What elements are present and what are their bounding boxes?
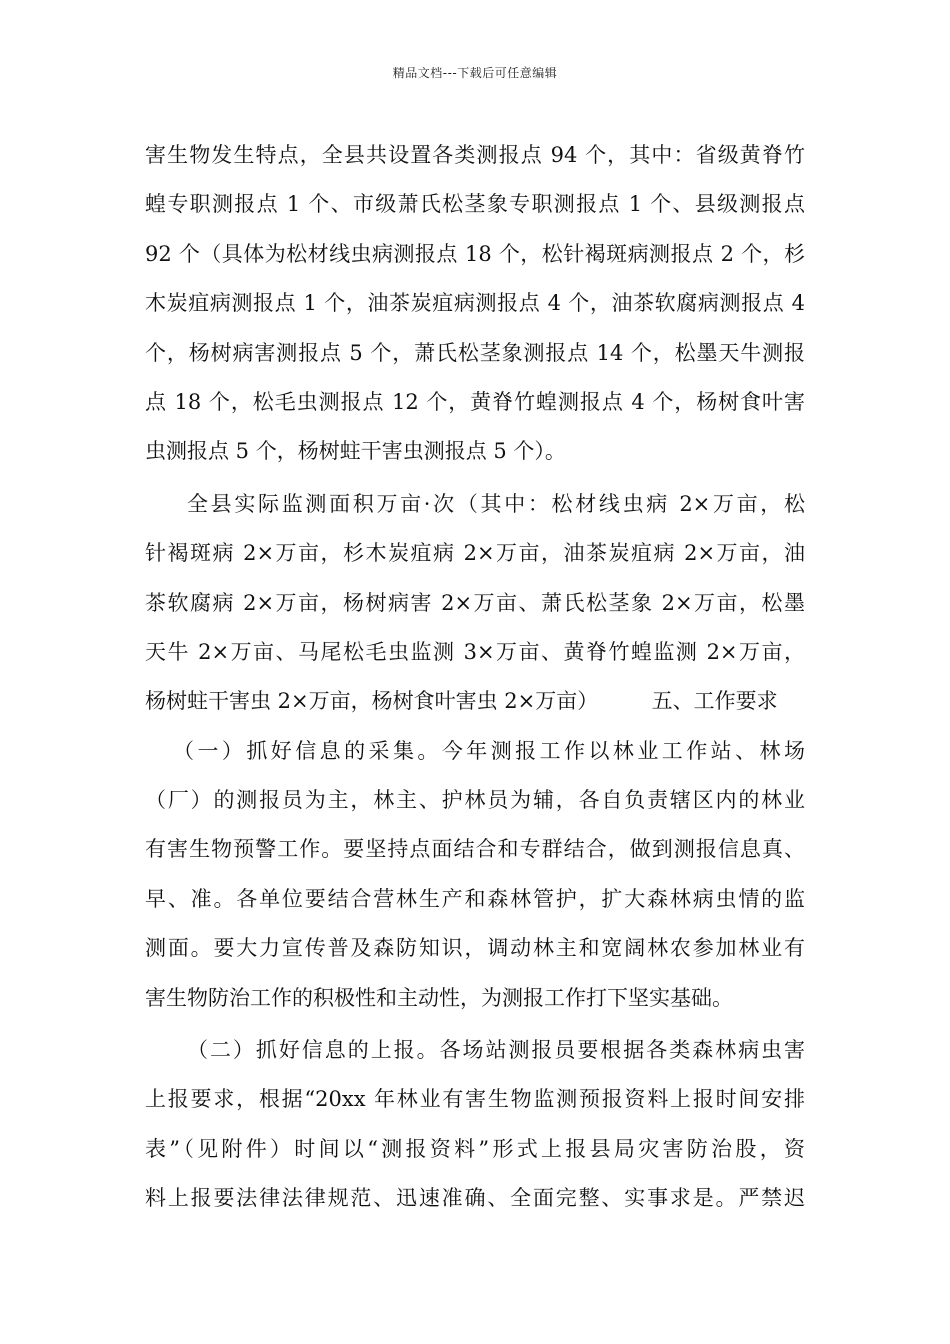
text-line: 早、准。各单位要结合营林生产和森林管护，扩大森林病虫情的监 — [145, 886, 805, 911]
text-line: 天牛 2×万亩、马尾松毛虫监测 3×万亩、黄脊竹蝗监测 2×万亩， — [145, 639, 805, 664]
text-line: 点 18 个，松毛虫测报点 12 个，黄脊竹蝗测报点 4 个，杨树食叶害 — [145, 389, 805, 414]
text-line: 茶软腐病 2×万亩，杨树病害 2×万亩、萧氏松茎象 2×万亩，松墨 — [145, 590, 805, 615]
text-line: 表”（见附件）时间以“测报资料”形式上报县局灾害防治股，资 — [145, 1136, 805, 1161]
text-line: 全县实际监测面积万亩·次（其中：松材线虫病 2×万亩，松 — [187, 491, 805, 516]
text-line: 害生物防治工作的积极性和主动性，为测报工作打下坚实基础。 — [145, 985, 733, 1010]
text-line: 针褐斑病 2×万亩，杉木炭疽病 2×万亩，油茶炭疽病 2×万亩，油 — [145, 541, 805, 566]
text-line: 有害生物预警工作。要坚持点面结合和专群结合，做到测报信息真、 — [145, 837, 805, 862]
text-line: 92 个（具体为松材线虫病测报点 18 个，松针褐斑病测报点 2 个，杉 — [145, 241, 805, 266]
page-header-watermark: 精品文档---下载后可任意编辑 — [392, 66, 558, 80]
document-body — [145, 131, 805, 1224]
text-line: 个，杨树病害测报点 5 个，萧氏松茎象测报点 14 个，松墨天牛测报 — [145, 340, 805, 365]
text-line: 杨树蛀干害虫 2×万亩，杨树食叶害虫 2×万亩） 五、工作要求 — [145, 689, 778, 714]
paragraph-information-reporting — [145, 1026, 805, 1224]
text-line: 虫测报点 5 个，杨树蛀干害虫测报点 5 个）。 — [145, 439, 566, 464]
paragraph-information-collection — [145, 727, 805, 1023]
paragraph-monitoring-points — [145, 131, 805, 477]
text-line: 料上报要法律法律规范、迅速准确、全面完整、实事求是。严禁迟 — [145, 1186, 805, 1211]
text-line: （一）抓好信息的采集。今年测报工作以林业工作站、林场 — [173, 738, 805, 763]
text-line: 木炭疽病测报点 1 个，油茶炭疽病测报点 4 个，油茶软腐病测报点 4 — [145, 291, 805, 316]
paragraph-monitoring-area — [145, 480, 805, 727]
text-line: 蝗专职测报点 1 个、市级萧氏松茎象专职测报点 1 个、县级测报点 — [145, 192, 805, 217]
text-line: （厂）的测报员为主，林主、护林员为辅，各自负责辖区内的林业 — [145, 788, 805, 813]
text-line: 害生物发生特点，全县共设置各类测报点 94 个，其中：省级黄脊竹 — [145, 143, 805, 167]
text-line: 测面。要大力宣传普及森防知识，调动林主和宽阔林农参加林业有 — [145, 936, 805, 961]
text-line: 上报要求，根据“20xx 年林业有害生物监测预报资料上报时间安排 — [145, 1087, 805, 1112]
text-line: （二）抓好信息的上报。各场站测报员要根据各类森林病虫害 — [187, 1038, 805, 1063]
